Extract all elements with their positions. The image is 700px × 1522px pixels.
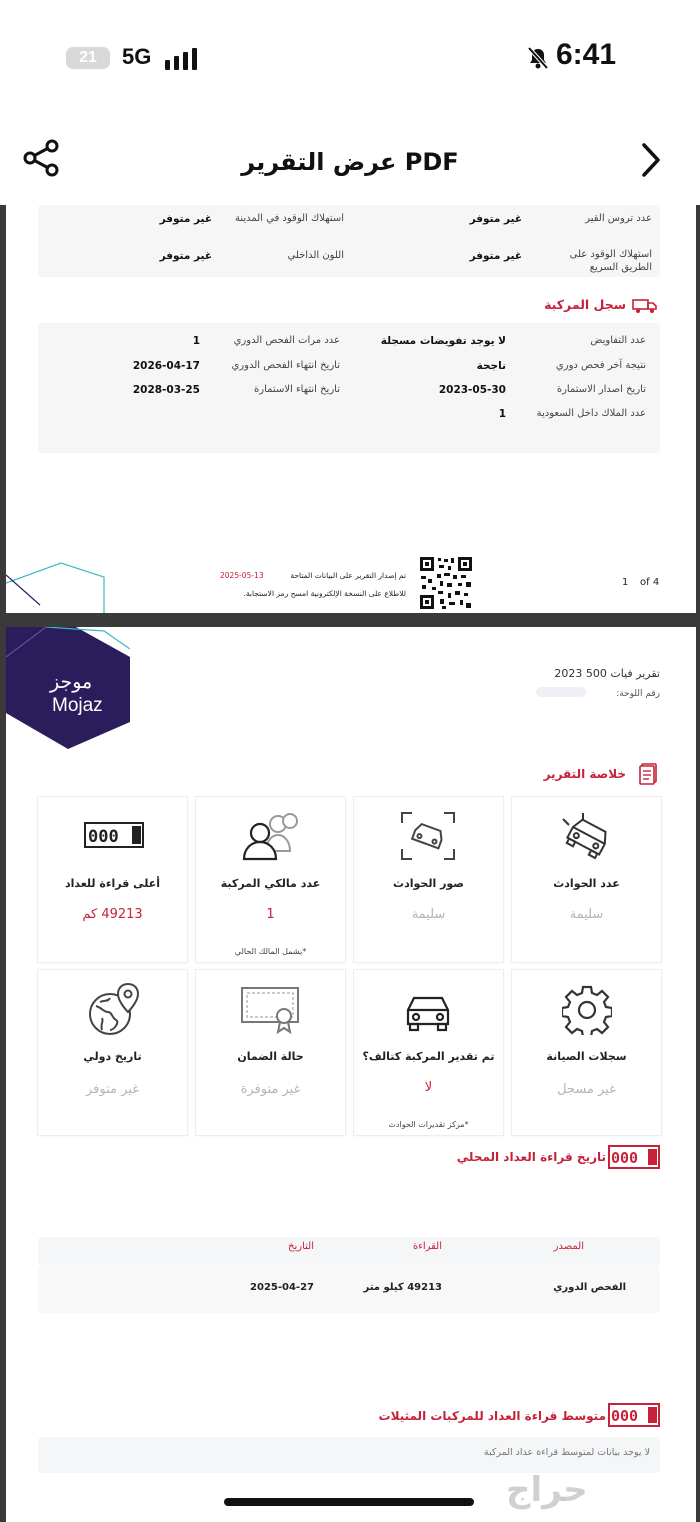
tile-accident-photos[interactable]: [354, 797, 503, 962]
tile-value: 1: [266, 907, 275, 922]
logo-text-en: Mojaz: [52, 695, 103, 716]
camera-frame-icon: [400, 811, 456, 861]
car-front-icon: [402, 992, 454, 1032]
table-cell: 2025-04-27: [250, 1282, 314, 1293]
home-indicator[interactable]: [224, 1498, 474, 1506]
users-icon: [238, 811, 302, 861]
average-note: لا يوجد بيانات لمتوسط قراءة عداد المركبة: [483, 1447, 650, 1458]
tile-label: صور الحوادث: [393, 877, 464, 890]
column-header: التاريخ: [288, 1241, 314, 1252]
tile-warranty[interactable]: [196, 970, 345, 1135]
spec-value: غير متوفر: [469, 250, 522, 262]
page-number: 1: [622, 577, 629, 588]
record-value: 2023-05-30: [438, 384, 506, 396]
tile-label: أعلى قراءة للعداد: [64, 877, 161, 890]
tile-label: تم تقدير المركبة كتالف؟: [362, 1050, 495, 1063]
record-label: تاريخ انتهاء الفحص الدوري: [231, 360, 340, 371]
odometer-icon: [84, 822, 144, 848]
record-value: 1: [498, 408, 506, 420]
spec-value: غير متوفر: [469, 213, 522, 225]
tile-maintenance-records[interactable]: [512, 970, 661, 1135]
record-value: 2028-03-25: [132, 384, 200, 396]
issued-text: تم إصدار التقرير على البيانات المتاحة: [290, 571, 406, 580]
plate-redacted: [536, 687, 586, 697]
spec-label: اللون الداخلي: [287, 250, 344, 261]
table-cell: 49213 كيلو متر: [363, 1282, 442, 1293]
report-title: تقرير فيات 500 2023: [554, 667, 660, 680]
battery-indicator: 21: [66, 47, 110, 69]
odometer-icon: [608, 1145, 660, 1169]
svg-text:000: 000: [88, 827, 119, 847]
network-type: 5G: [122, 44, 152, 69]
record-label: تاريخ اصدار الاستمارة: [556, 384, 646, 395]
qr-code-icon[interactable]: [418, 555, 474, 611]
spec-value: غير متوفر: [159, 213, 212, 225]
tile-owners-count[interactable]: [196, 797, 345, 962]
tile-label: سجلات الصيانة: [546, 1050, 627, 1063]
truck-icon: [632, 298, 658, 314]
summary-title: خلاصة التقرير: [543, 767, 626, 781]
tile-value: سليمة: [569, 907, 604, 922]
certificate-icon: [240, 986, 300, 1034]
globe-location-icon: [86, 982, 142, 1038]
record-label: عدد التفاويض: [590, 335, 646, 346]
pdf-page-2: [6, 627, 696, 1522]
signal-icon: [165, 48, 197, 70]
document-icon: [639, 763, 659, 785]
record-value: لا يوجد تفويضات مسجلة: [380, 335, 506, 347]
svg-text:000: 000: [611, 1407, 639, 1425]
bell-muted-icon: [527, 46, 549, 70]
tile-international-history[interactable]: [38, 970, 187, 1135]
spec-label: عدد تروس القير: [585, 213, 652, 224]
tile-label: تاريخ دولي: [83, 1050, 142, 1063]
record-value: 1: [192, 335, 200, 347]
tile-value: غير متوفر: [85, 1082, 139, 1097]
decorative-lines: [6, 555, 116, 613]
record-section-title: سجل المركبة: [544, 297, 626, 312]
tile-label: حالة الضمان: [237, 1050, 304, 1063]
record-label: عدد الملاك داخل السعودية: [536, 408, 646, 419]
watermark: حراج: [506, 1470, 588, 1510]
gear-icon: [562, 985, 612, 1035]
logo-text-ar: موجز: [50, 671, 93, 693]
tile-value: 49213 كم: [82, 907, 143, 922]
table-cell: الفحص الدوري: [553, 1282, 626, 1293]
tile-note: *يشمل المالك الحالي: [234, 947, 307, 956]
average-odometer-title: متوسط قراءة العداد للمركبات المثيلات: [378, 1409, 606, 1423]
odometer-icon: [608, 1403, 660, 1427]
tile-value: سليمة: [411, 907, 446, 922]
tile-value: غير متوفرة: [240, 1082, 301, 1097]
tile-value: لا: [424, 1080, 433, 1095]
tile-label: عدد الحوادث: [553, 877, 620, 890]
spec-value: غير متوفر: [159, 250, 212, 262]
scan-text: للاطلاع على النسخة الإلكترونية امسح رمز الاستجابة.: [243, 589, 406, 598]
record-label: نتيجة آخر فحص دوري: [555, 360, 646, 371]
tile-max-odometer[interactable]: [38, 797, 187, 962]
page-title: عرض التقرير PDF: [241, 148, 459, 176]
tile-accidents-count[interactable]: [512, 797, 661, 962]
spec-label: استهلاك الوقود على الطريق السريع: [569, 249, 652, 273]
odometer-history-title: تاريخ قراءة العداد المحلي: [456, 1150, 606, 1164]
record-value: ناجحة: [476, 360, 506, 372]
tile-note: *مركز تقديرات الحوادث: [388, 1120, 469, 1129]
page-of: of 4: [640, 577, 660, 588]
record-label: تاريخ انتهاء الاستمارة: [254, 384, 340, 395]
plate-label: رقم اللوحة:: [616, 689, 660, 699]
tile-value: غير مسجل: [557, 1082, 616, 1097]
spec-label: استهلاك الوقود في المدينة: [234, 213, 344, 224]
column-header: المصدر: [553, 1241, 584, 1252]
pdf-page-1: [6, 205, 696, 613]
tile-label: عدد مالكي المركبة: [220, 877, 321, 890]
svg-text:000: 000: [611, 1149, 639, 1167]
car-crash-icon: [557, 811, 617, 866]
status-bar: [0, 0, 700, 110]
issued-date: 2025-05-13: [220, 571, 264, 580]
chevron-right-icon[interactable]: [636, 140, 666, 180]
clock: 6:41: [556, 38, 617, 71]
tile-total-loss[interactable]: [354, 970, 503, 1135]
record-label: عدد مرات الفحص الدوري: [233, 335, 340, 346]
record-value: 2026-04-17: [132, 360, 200, 372]
column-header: القراءة: [412, 1241, 442, 1252]
